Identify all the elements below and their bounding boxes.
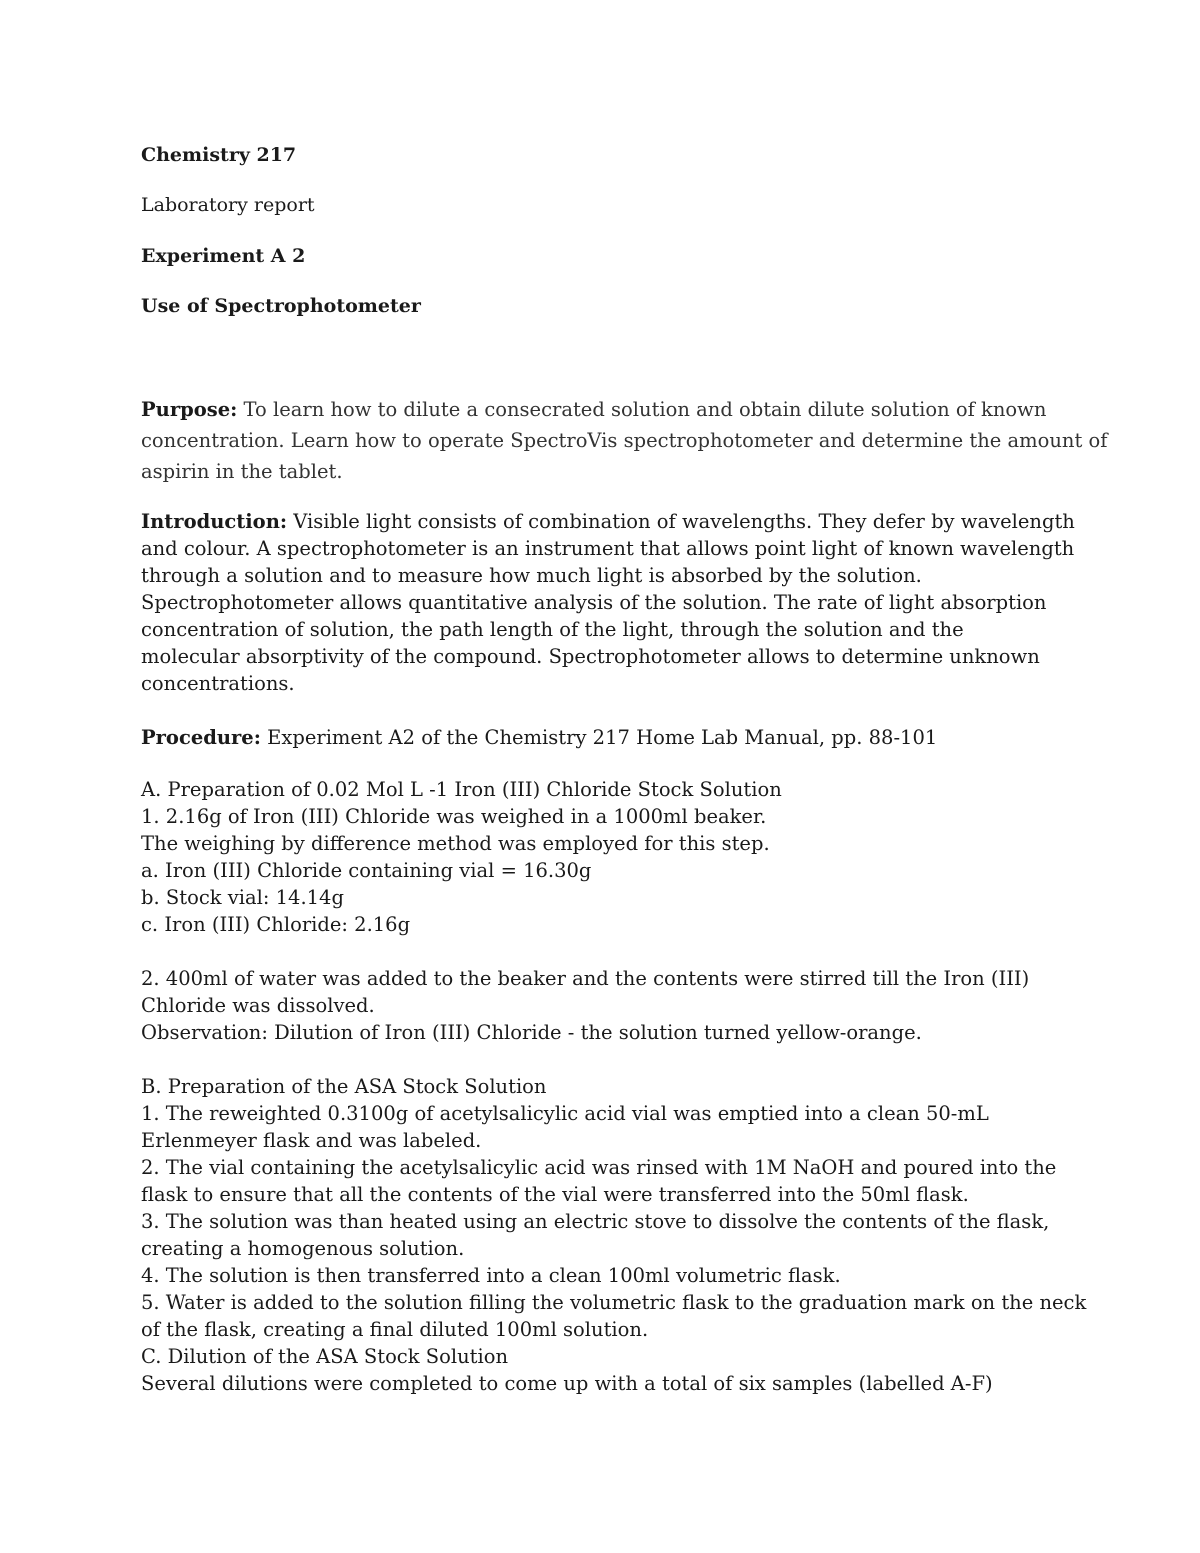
experiment-title: Experiment A 2 <box>141 245 306 267</box>
section-a-line: c. Iron (III) Chloride: 2.16g <box>141 913 411 936</box>
section-a-line: a. Iron (III) Chloride containing vial = 16.30g <box>141 859 592 882</box>
course-title: Chemistry 217 <box>141 144 297 166</box>
introduction-line: concentration of solution, the path length of the light, through the solution and the <box>141 618 964 641</box>
procedure-section <box>141 724 1061 751</box>
section-b-line: B. Preparation of the ASA Stock Solution <box>141 1075 547 1098</box>
introduction-section <box>141 508 1075 697</box>
section-a-line: b. Stock vial: 14.14g <box>141 886 344 909</box>
introduction-line: Spectrophotometer allows quantitative analysis of the solution. The rate of light absorption <box>141 591 1047 614</box>
introduction-line: molecular absorptivity of the compound. Spectrophotometer allows to determine unknown <box>141 645 1040 668</box>
procedure-text: Experiment A2 of the Chemistry 217 Home Lab Manual, pp. 88-101 <box>260 726 938 749</box>
purpose-line: aspirin in the tablet. <box>141 460 343 483</box>
purpose-label: Purpose: <box>141 398 238 421</box>
section-a-line: A. Preparation of 0.02 Mol L -1 Iron (III) Chloride Stock Solution <box>141 778 782 801</box>
section-a2-line: Chloride was dissolved. <box>141 994 375 1017</box>
section-b-line: 5. Water is added to the solution filling the volumetric flask to the graduation mark on the neck <box>141 1291 1087 1314</box>
introduction-line: through a solution and to measure how much light is absorbed by the solution. <box>141 564 922 587</box>
section-a-line: The weighing by difference method was employed for this step. <box>141 832 770 855</box>
introduction-line: concentrations. <box>141 672 295 695</box>
report-type: Laboratory report <box>141 194 315 216</box>
experiment-topic: Use of Spectrophotometer <box>141 295 421 317</box>
section-a2-line: Observation: Dilution of Iron (III) Chloride - the solution turned yellow-orange. <box>141 1021 922 1044</box>
introduction-line: and colour. A spectrophotometer is an instrument that allows point light of known wavelength <box>141 537 1075 560</box>
section-b-line: creating a homogenous solution. <box>141 1237 465 1260</box>
section-b-line: Erlenmeyer flask and was labeled. <box>141 1129 482 1152</box>
section-b-line: 2. The vial containing the acetylsalicylic acid was rinsed with 1M NaOH and poured into the <box>141 1156 1057 1179</box>
section-a <box>141 776 1061 938</box>
section-b-line: flask to ensure that all the contents of the vial were transferred into the 50ml flask. <box>141 1183 969 1206</box>
procedure-label: Procedure: <box>141 726 261 749</box>
section-b-line: of the flask, creating a final diluted 100ml solution. <box>141 1318 649 1341</box>
purpose-line: To learn how to dilute a consecrated solution and obtain dilute solution of known <box>237 398 1047 421</box>
section-b-line: 1. The reweighted 0.3100g of acetylsalicylic acid vial was emptied into a clean 50-mL <box>141 1102 989 1125</box>
section-a2-line: 2. 400ml of water was added to the beaker and the contents were stirred till the Iron (III) <box>141 967 1030 990</box>
section-a-line: 1. 2.16g of Iron (III) Chloride was weighed in a 1000ml beaker. <box>141 805 767 828</box>
introduction-label: Introduction: <box>141 510 288 533</box>
section-b-line: Several dilutions were completed to come up with a total of six samples (labelled A-F) <box>141 1372 993 1395</box>
purpose-line: concentration. Learn how to operate SpectroVis spectrophotometer and determine the amount of <box>141 429 1108 452</box>
section-b <box>141 1073 1087 1397</box>
section-b-line: 3. The solution was than heated using an electric stove to dissolve the contents of the flask, <box>141 1210 1050 1233</box>
section-a-step-2 <box>141 965 1061 1046</box>
purpose-section <box>141 394 1108 487</box>
introduction-line: Visible light consists of combination of wavelengths. They defer by wavelength <box>287 510 1075 533</box>
section-b-line: 4. The solution is then transferred into a clean 100ml volumetric flask. <box>141 1264 841 1287</box>
section-b-line: C. Dilution of the ASA Stock Solution <box>141 1345 509 1368</box>
